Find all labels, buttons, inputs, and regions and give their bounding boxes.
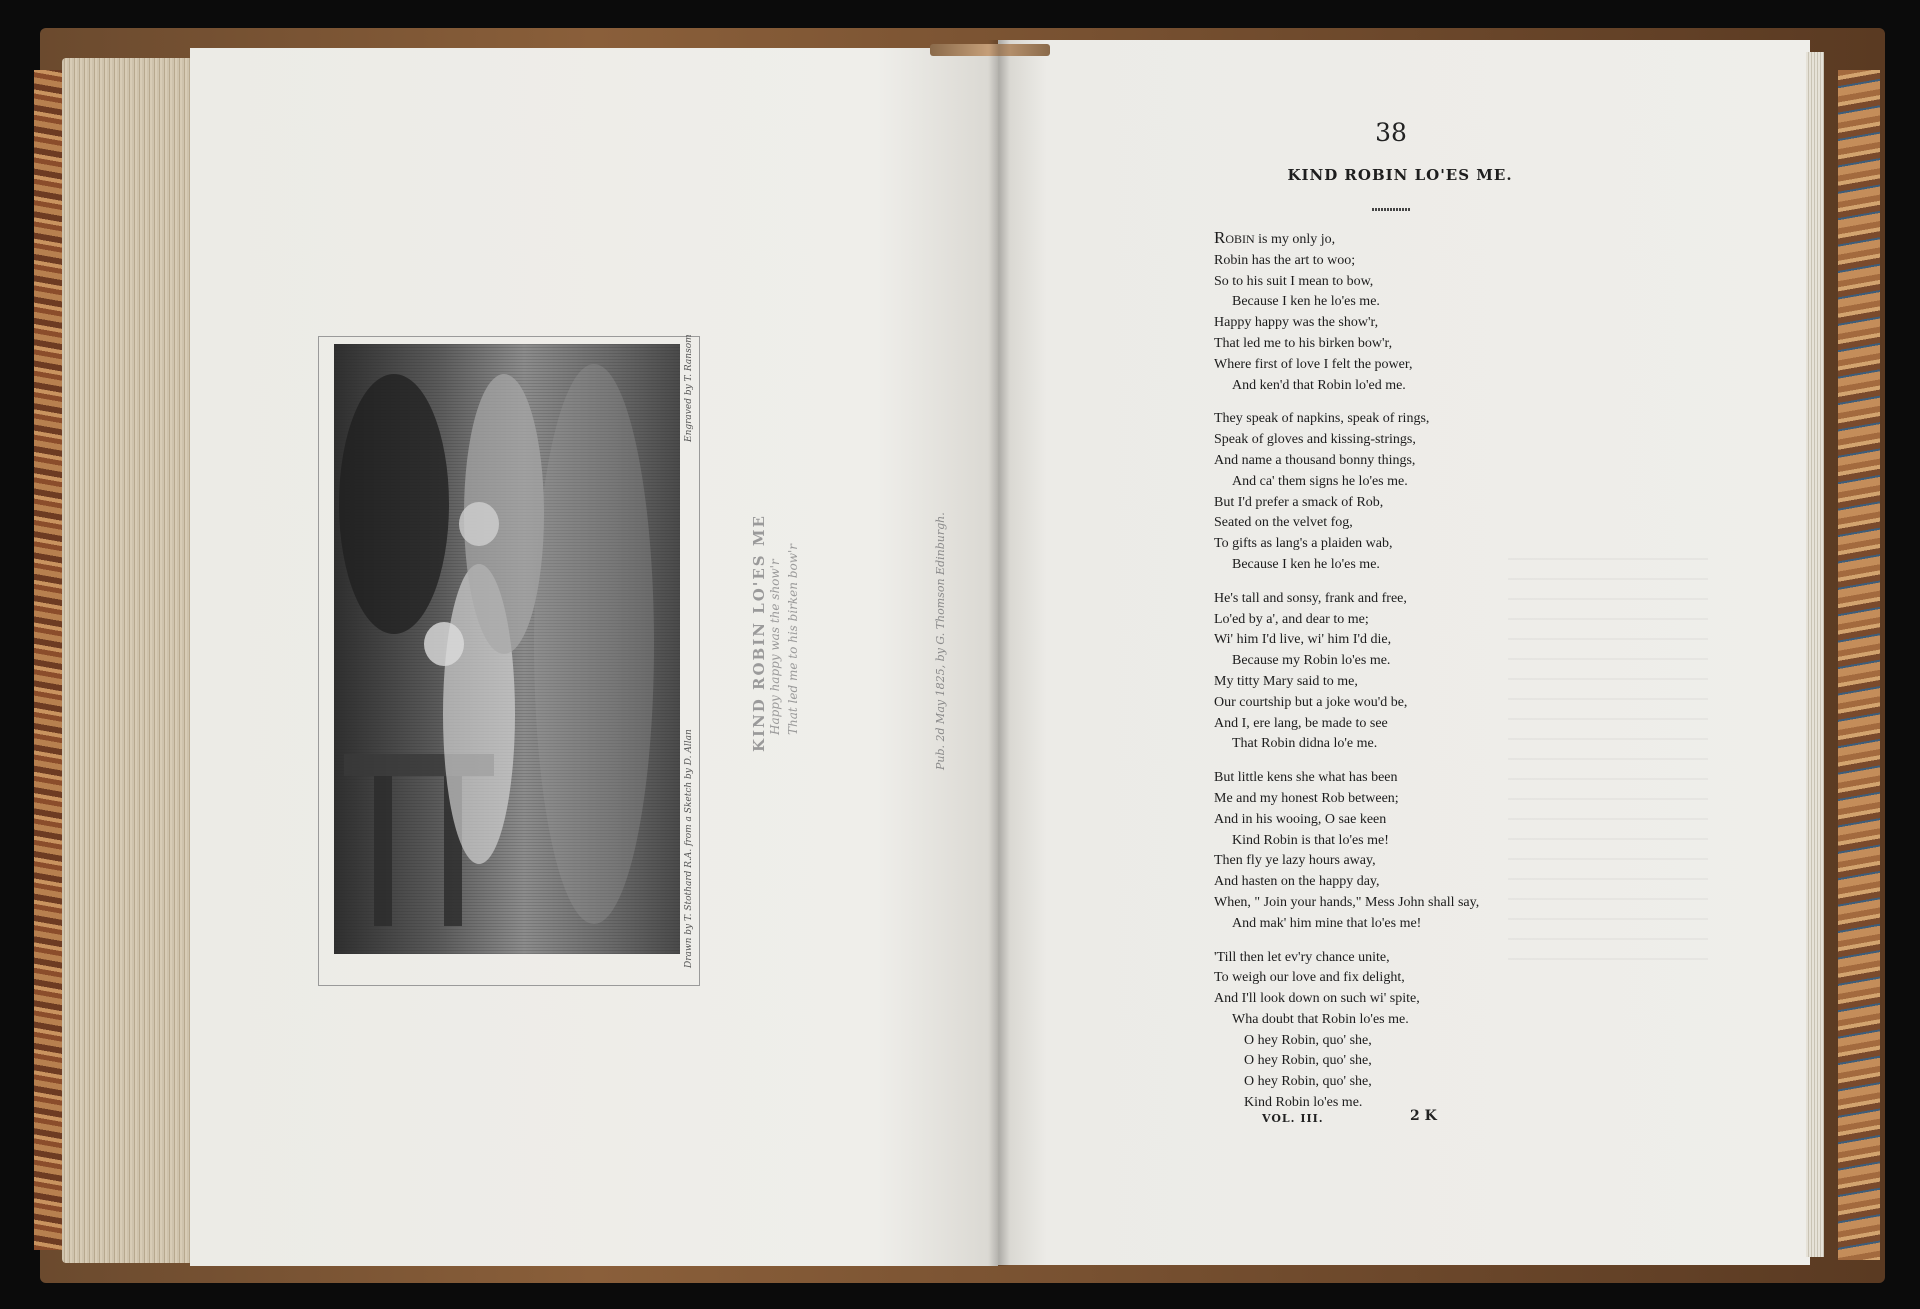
- verse-line: My titty Mary said to me,: [1214, 673, 1358, 689]
- verse-line: When, " Join your hands," Mess John shall say,: [1214, 894, 1480, 910]
- verse-line: Kind Robin lo'es me.: [1244, 1095, 1363, 1111]
- verse-line: And in his wooing, O sae keen: [1214, 811, 1387, 827]
- page-stack-edge: [62, 58, 192, 1263]
- verse-line: And ca' them signs he lo'es me.: [1232, 473, 1408, 489]
- verse-line: To gifts as lang's a plaiden wab,: [1214, 536, 1393, 552]
- verse-line: O hey Robin, quo' she,: [1244, 1074, 1372, 1090]
- verse-line: O hey Robin, quo' she,: [1244, 1032, 1372, 1048]
- verse-line: Seated on the velvet fog,: [1214, 515, 1353, 531]
- plate-caption-line-1: Happy happy was the show'r: [768, 559, 782, 735]
- verse-line: Wha doubt that Robin lo'es me.: [1232, 1011, 1409, 1027]
- plate-title: KIND ROBIN LO'ES ME: [750, 514, 768, 752]
- verse-line: He's tall and sonsy, frank and free,: [1214, 590, 1407, 606]
- stanza: [1214, 228, 1574, 396]
- verse-line: And hasten on the happy day,: [1214, 874, 1380, 890]
- verse-line: Because my Robin lo'es me.: [1232, 653, 1391, 669]
- verse-line: 'Till then let ev'ry chance unite,: [1214, 949, 1390, 965]
- stanza: [1214, 948, 1574, 1114]
- verse-line: Then fly ye lazy hours away,: [1214, 853, 1376, 869]
- verse-line: O hey Robin, quo' she,: [1244, 1053, 1372, 1069]
- song-title: KIND ROBIN LO'ES ME.: [1287, 166, 1513, 184]
- verse-line: And I, ere lang, be made to see: [1214, 715, 1388, 731]
- right-page-stack-edge: [1806, 52, 1824, 1257]
- verse-line: They speak of napkins, speak of rings,: [1214, 411, 1430, 427]
- verse-line: Our courtship but a joke wou'd be,: [1214, 694, 1408, 710]
- plate-caption-line-2: That led me to his birken bow'r: [786, 543, 800, 735]
- stanza: [1214, 589, 1574, 755]
- signature-mark: 2 K: [1410, 1108, 1437, 1124]
- book-gutter: [988, 40, 1010, 1266]
- plate-publication-line: Pub. 2d May 1825, by G. Thomson Edinburgh.: [934, 512, 947, 770]
- engraving-illustration: [334, 344, 680, 954]
- verse-line: And name a thousand bonny things,: [1214, 452, 1416, 468]
- marbled-cover-right: [1838, 70, 1880, 1260]
- marbled-cover-left: [34, 70, 64, 1250]
- verse-line: And mak' him mine that lo'es me!: [1232, 915, 1422, 931]
- stanza: [1214, 409, 1574, 575]
- verse-line: Kind Robin is that lo'es me!: [1232, 832, 1389, 848]
- plate-engraved-credit: Engraved by T. Ransom: [684, 334, 694, 442]
- title-ornament-rule: [1372, 208, 1410, 211]
- verse-line: And I'll look down on such wi' spite,: [1214, 991, 1420, 1007]
- verse-line: To weigh our love and fix delight,: [1214, 970, 1405, 986]
- verse-line: Lo'ed by a', and dear to me;: [1214, 611, 1369, 627]
- verse-line: So to his suit I mean to bow,: [1214, 273, 1374, 289]
- verse-line: Because I ken he lo'es me.: [1232, 294, 1380, 310]
- verse-line: Wi' him I'd live, wi' him I'd die,: [1214, 632, 1392, 648]
- verse-line: Where first of love I felt the power,: [1214, 356, 1413, 372]
- verse-line: [1214, 228, 1574, 251]
- verse-line: But little kens she what has been: [1214, 770, 1398, 786]
- verse-line: Happy happy was the show'r,: [1214, 315, 1379, 331]
- verse-line: Speak of gloves and kissing-strings,: [1214, 432, 1416, 448]
- small-caps-initial: Robin: [1214, 228, 1255, 247]
- verse-line: And ken'd that Robin lo'ed me.: [1232, 377, 1406, 393]
- verse-line: That Robin didna lo'e me.: [1232, 736, 1378, 752]
- plate-drawn-credit: Drawn by T. Stothard R.A. from a Sketch by D. Allan: [684, 729, 694, 968]
- verse-line: But I'd prefer a smack of Rob,: [1214, 494, 1384, 510]
- volume-footer: VOL. III.: [1262, 1112, 1324, 1125]
- verse-line: Robin has the art to woo;: [1214, 252, 1356, 268]
- verse-line: Me and my honest Rob between;: [1214, 790, 1399, 806]
- stanza: [1214, 768, 1574, 934]
- verse-line: Because I ken he lo'es me.: [1232, 556, 1380, 572]
- verse-line: That led me to his birken bow'r,: [1214, 335, 1393, 351]
- page-number: 38: [1375, 118, 1407, 147]
- verse-line-rest: is my only jo,: [1254, 232, 1336, 247]
- poem-body: [1214, 228, 1574, 1127]
